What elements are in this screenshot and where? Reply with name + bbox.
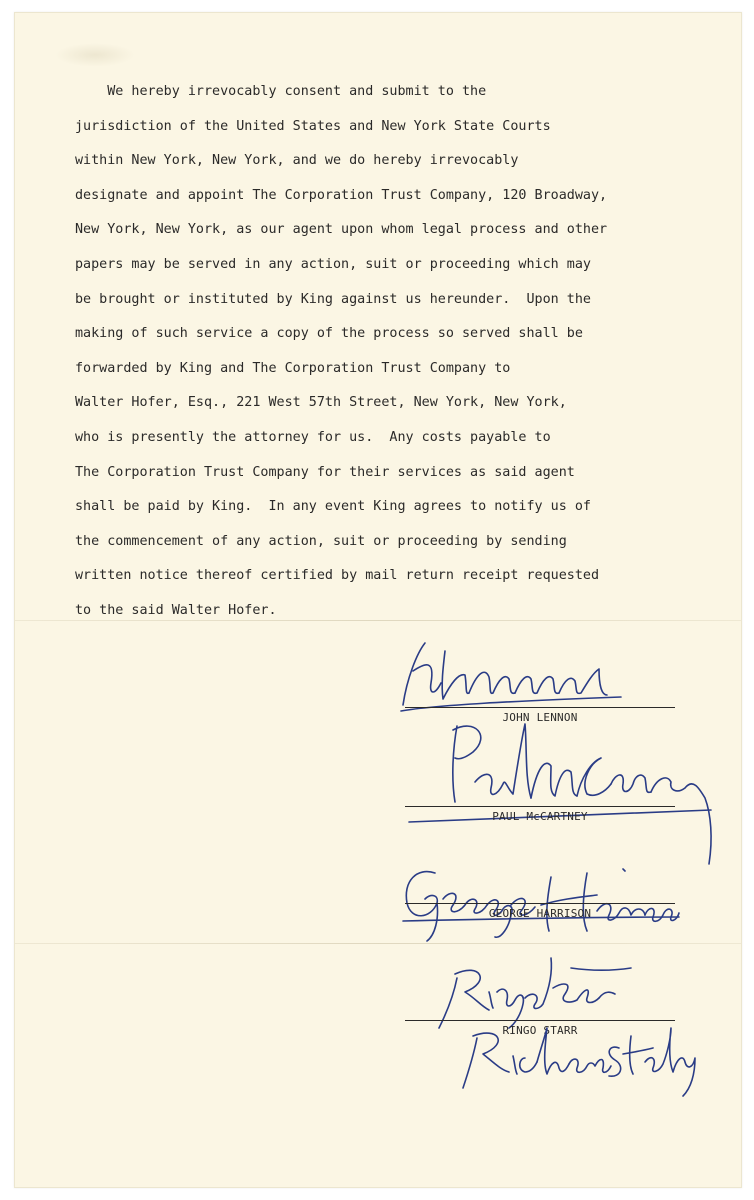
paragraph-line: written notice thereof certified by mail return receipt requested bbox=[75, 568, 600, 584]
printed-name-lennon: JOHN LENNON bbox=[502, 711, 578, 724]
signature-block-mccartney bbox=[405, 718, 695, 828]
paragraph-line: who is presently the attorney for us. Any costs payable to bbox=[75, 429, 551, 445]
signature-lennon bbox=[395, 623, 625, 713]
paragraph-line: designate and appoint The Corporation Trust Company, 120 Broadway, bbox=[75, 187, 608, 203]
signature-block-harrison bbox=[405, 863, 695, 953]
paragraph-line: making of such service a copy of the process so served shall be bbox=[75, 326, 583, 342]
paragraph-line: The Corporation Trust Company for their services as said agent bbox=[75, 464, 575, 480]
paragraph-line: papers may be served in any action, suit or proceeding which may bbox=[75, 256, 591, 272]
printed-name-mccartney: PAUL McCARTNEY bbox=[492, 810, 588, 823]
signature-starkey bbox=[459, 1018, 699, 1098]
paragraph-line: jurisdiction of the United States and New York State Courts bbox=[75, 118, 551, 134]
signature-mccartney bbox=[395, 718, 715, 868]
paper-stain bbox=[55, 43, 135, 67]
paragraph-line: the commencement of any action, suit or proceeding by sending bbox=[75, 533, 567, 549]
paragraph-line: New York, New York, as our agent upon whom legal process and other bbox=[75, 222, 608, 238]
printed-name-starr: RINGO STARR bbox=[502, 1024, 578, 1037]
signature-harrison bbox=[391, 859, 681, 949]
signature-line bbox=[405, 806, 675, 807]
document-page bbox=[14, 12, 742, 1188]
paragraph-line: within New York, New York, and we do hereby irrevocably bbox=[75, 153, 519, 169]
consent-paragraph bbox=[75, 75, 715, 629]
paragraph-line: be brought or instituted by King against us hereunder. Upon the bbox=[75, 291, 591, 307]
signature-line bbox=[405, 707, 675, 708]
signature-block-lennon bbox=[405, 623, 695, 723]
signature-line bbox=[405, 903, 675, 904]
paragraph-line: Walter Hofer, Esq., 221 West 57th Street, New York, New York, bbox=[75, 395, 567, 411]
paragraph-line: We hereby irrevocably consent and submit to the bbox=[75, 84, 487, 99]
paragraph-line: shall be paid by King. In any event King agrees to notify us of bbox=[75, 499, 591, 515]
printed-name-harrison: GEORGE HARRISON bbox=[488, 907, 592, 920]
paragraph-line: to the said Walter Hofer. bbox=[75, 602, 277, 618]
paragraph-line: forwarded by King and The Corporation Trust Company to bbox=[75, 360, 511, 376]
